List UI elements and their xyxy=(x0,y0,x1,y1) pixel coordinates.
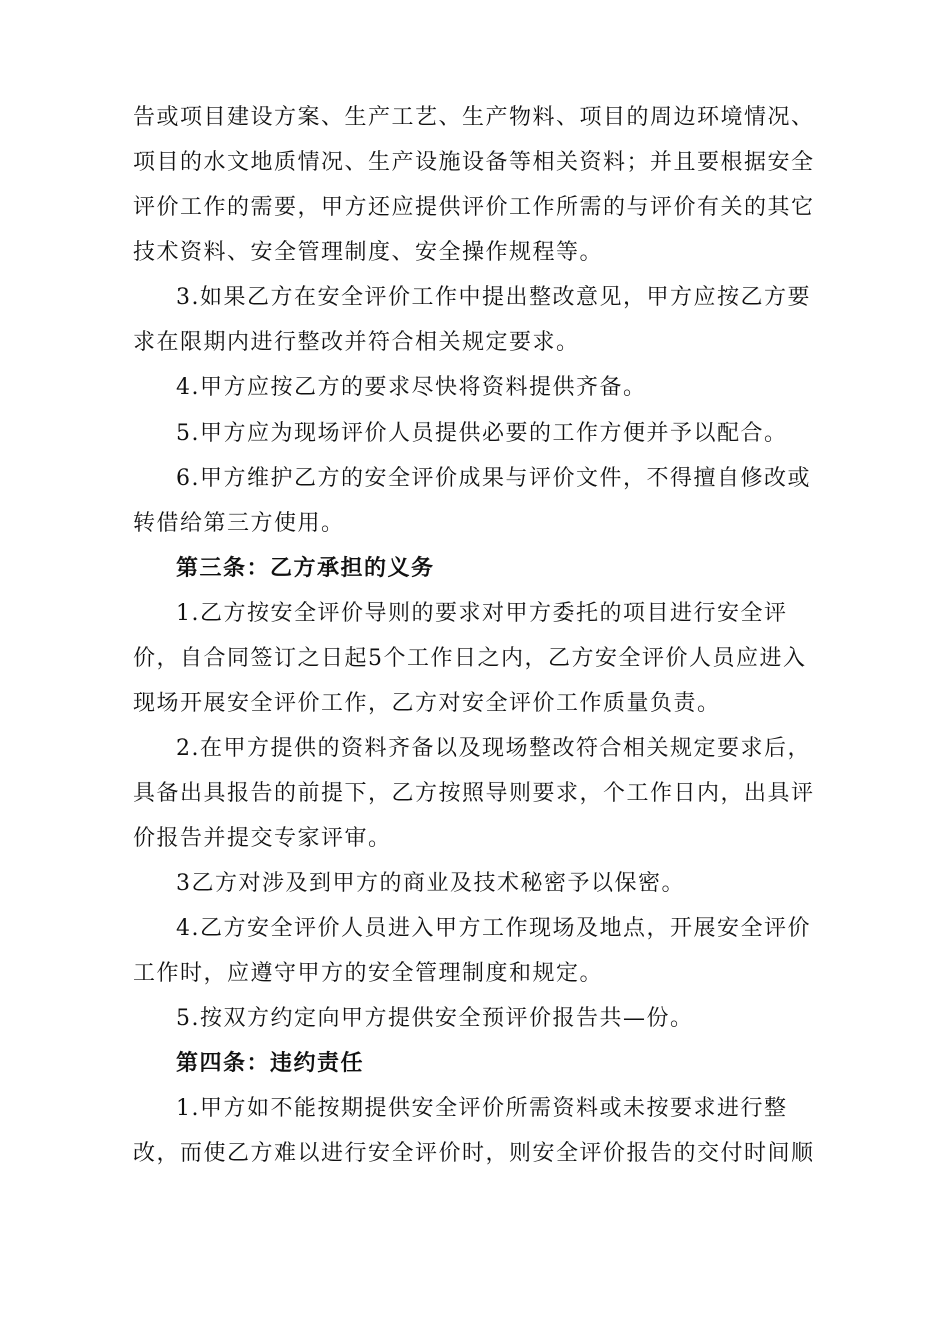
text-line: 告或项目建设方案、生产工艺、生产物料、项目的周边环境情况、 xyxy=(133,105,815,130)
text-line: 5.按双方约定向甲方提供安全预评价报告共—份。 xyxy=(176,1006,694,1031)
text-line: 改，而使乙方难以进行安全评价时，则安全评价报告的交付时间顺 xyxy=(133,1141,815,1166)
text-line: 4.乙方安全评价人员进入甲方工作现场及地点，开展安全评价 xyxy=(176,916,811,941)
text-line: 1.乙方按安全评价导则的要求对甲方委托的项目进行安全评 xyxy=(176,601,788,626)
section-heading: 第四条：违约责任 xyxy=(176,1051,365,1076)
text-line: 4.甲方应按乙方的要求尽快将资料提供齐备。 xyxy=(176,375,647,400)
text-line: 2.在甲方提供的资料齐备以及现场整改符合相关规定要求后， xyxy=(176,736,811,761)
text-line: 3.如果乙方在安全评价工作中提出整改意见，甲方应按乙方要 xyxy=(176,285,811,310)
text-line: 6.甲方维护乙方的安全评价成果与评价文件，不得擅自修改或 xyxy=(176,466,811,491)
section-heading: 第三条：乙方承担的义务 xyxy=(176,556,435,581)
text-line: 5.甲方应为现场评价人员提供必要的工作方便并予以配合。 xyxy=(176,421,788,446)
text-line: 项目的水文地质情况、生产设施设备等相关资料；并且要根据安全 xyxy=(133,150,815,175)
text-line: 3乙方对涉及到甲方的商业及技术秘密予以保密。 xyxy=(176,871,685,896)
text-line: 求在限期内进行整改并符合相关规定要求。 xyxy=(133,330,580,355)
text-line: 评价工作的需要，甲方还应提供评价工作所需的与评价有关的其它 xyxy=(133,195,815,220)
text-line: 1.甲方如不能按期提供安全评价所需资料或未按要求进行整 xyxy=(176,1096,788,1121)
text-line: 价，自合同签订之日起5个工作日之内，乙方安全评价人员应进入 xyxy=(133,646,807,671)
text-line: 技术资料、安全管理制度、安全操作规程等。 xyxy=(133,240,604,265)
text-line: 现场开展安全评价工作，乙方对安全评价工作质量负责。 xyxy=(133,691,721,716)
text-line: 工作时，应遵守甲方的安全管理制度和规定。 xyxy=(133,961,604,986)
text-line: 转借给第三方使用。 xyxy=(133,511,345,536)
text-line: 价报告并提交专家评审。 xyxy=(133,826,392,851)
text-line: 具备出具报告的前提下，乙方按照导则要求，个工作日内，出具评 xyxy=(133,781,815,806)
